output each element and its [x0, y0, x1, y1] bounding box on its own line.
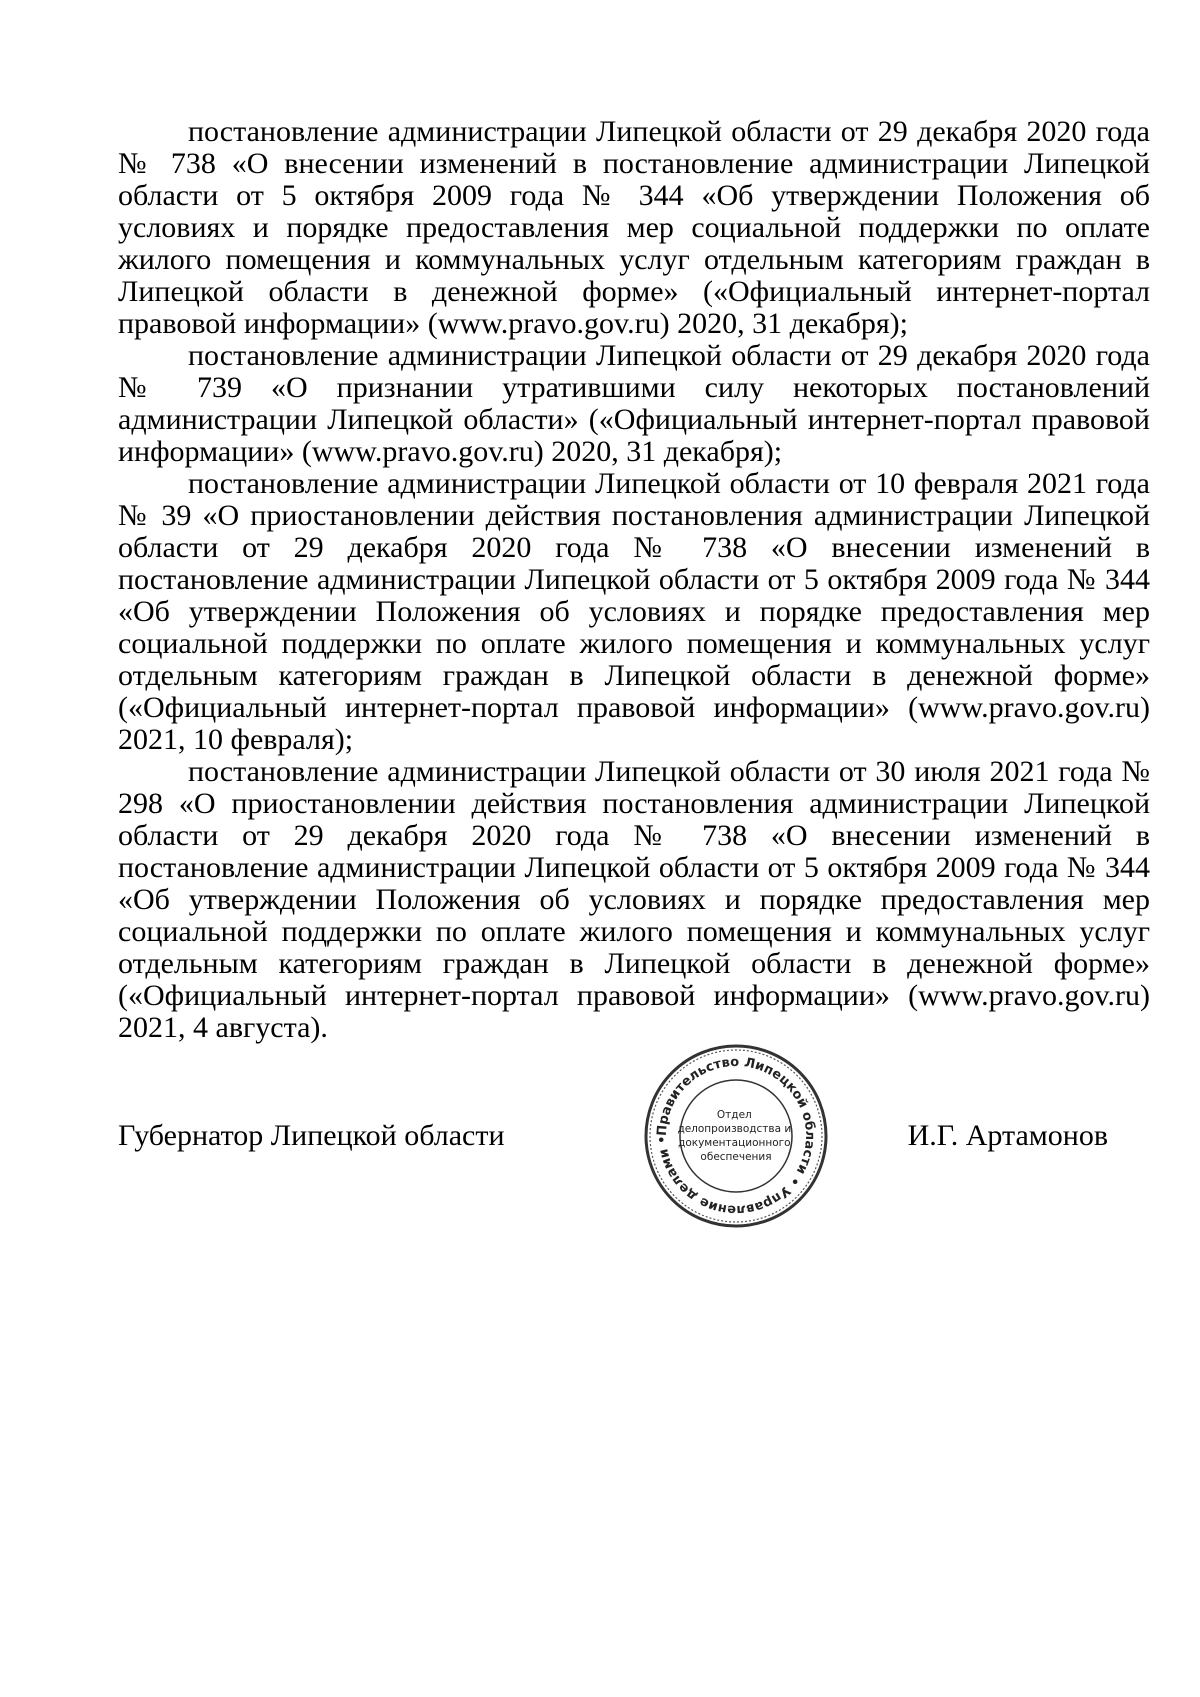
- paragraph-resolution-739: постановление администрации Липецкой области от 29 декабря 2020 года № 739 «О признании утратившими силу некоторых постановлений администрации Липецкой области» («Официальный интернет-портал правовой информации» (www.pravo.gov.ru) 2020, 31 декабря);: [118, 339, 1150, 468]
- seal-outer-ring: [646, 1046, 826, 1226]
- paragraph-resolution-298: постановление администрации Липецкой области от 30 июля 2021 года № 298 «О приостановлении действия постановления администрации Липецкой области от 29 декабря 2020 года № 738 «О внесении изменений в постановление администрации Липецкой области от 5 октября 2009 года № 344 «Об утверждении Положения об условиях и порядке предоставления мер социальной поддержки по оплате жилого помещения и коммунальных услуг отдельным категориям граждан в Липецкой области в денежной форме» («Официальный интернет-портал правовой информации» (www.pravo.gov.ru) 2021, 4 августа).: [118, 755, 1150, 1044]
- seal-center-text: Отдел делопроизводства и документационного обеспечения: [677, 1109, 792, 1163]
- paragraph-resolution-39: постановление администрации Липецкой области от 10 февраля 2021 года № 39 «О приостановлении действия постановления администрации Липецкой области от 29 декабря 2020 года № 738 «О внесении изменений в постановление администрации Липецкой области от 5 октября 2009 года № 344 «Об утверждении Положения об условиях и порядке предоставления мер социальной поддержки по оплате жилого помещения и коммунальных услуг отдельным категориям граждан в Липецкой области в денежной форме» («Официальный интернет-портал правовой информации» (www.pravo.gov.ru) 2021, 10 февраля);: [118, 467, 1150, 756]
- seal-dotted-ring: [650, 1050, 822, 1222]
- paragraph-resolution-738: постановление администрации Липецкой области от 29 декабря 2020 года № 738 «О внесении изменений в постановление администрации Липецкой области от 5 октября 2009 года № 344 «Об утверждении Положения об условиях и порядке предоставления мер социальной поддержки по оплате жилого помещения и коммунальных услуг отдельным категориям граждан в Липецкой области в денежной форме» («Официальный интернет-портал правовой информации» (www.pravo.gov.ru) 2020, 31 декабря);: [118, 115, 1150, 340]
- document-body: [118, 116, 1150, 1044]
- signature-block: [118, 1120, 1150, 1180]
- signatory-name: И.Г. Артамонов: [907, 1119, 1108, 1152]
- seal-inner-ring: [680, 1080, 792, 1192]
- seal-outer-text: Правительство Липецкой области • Управление делами •: [654, 1054, 818, 1218]
- seal-graphic: [642, 1042, 830, 1230]
- official-seal-stamp: [642, 1042, 830, 1230]
- signatory-position: Губернатор Липецкой области: [118, 1119, 505, 1152]
